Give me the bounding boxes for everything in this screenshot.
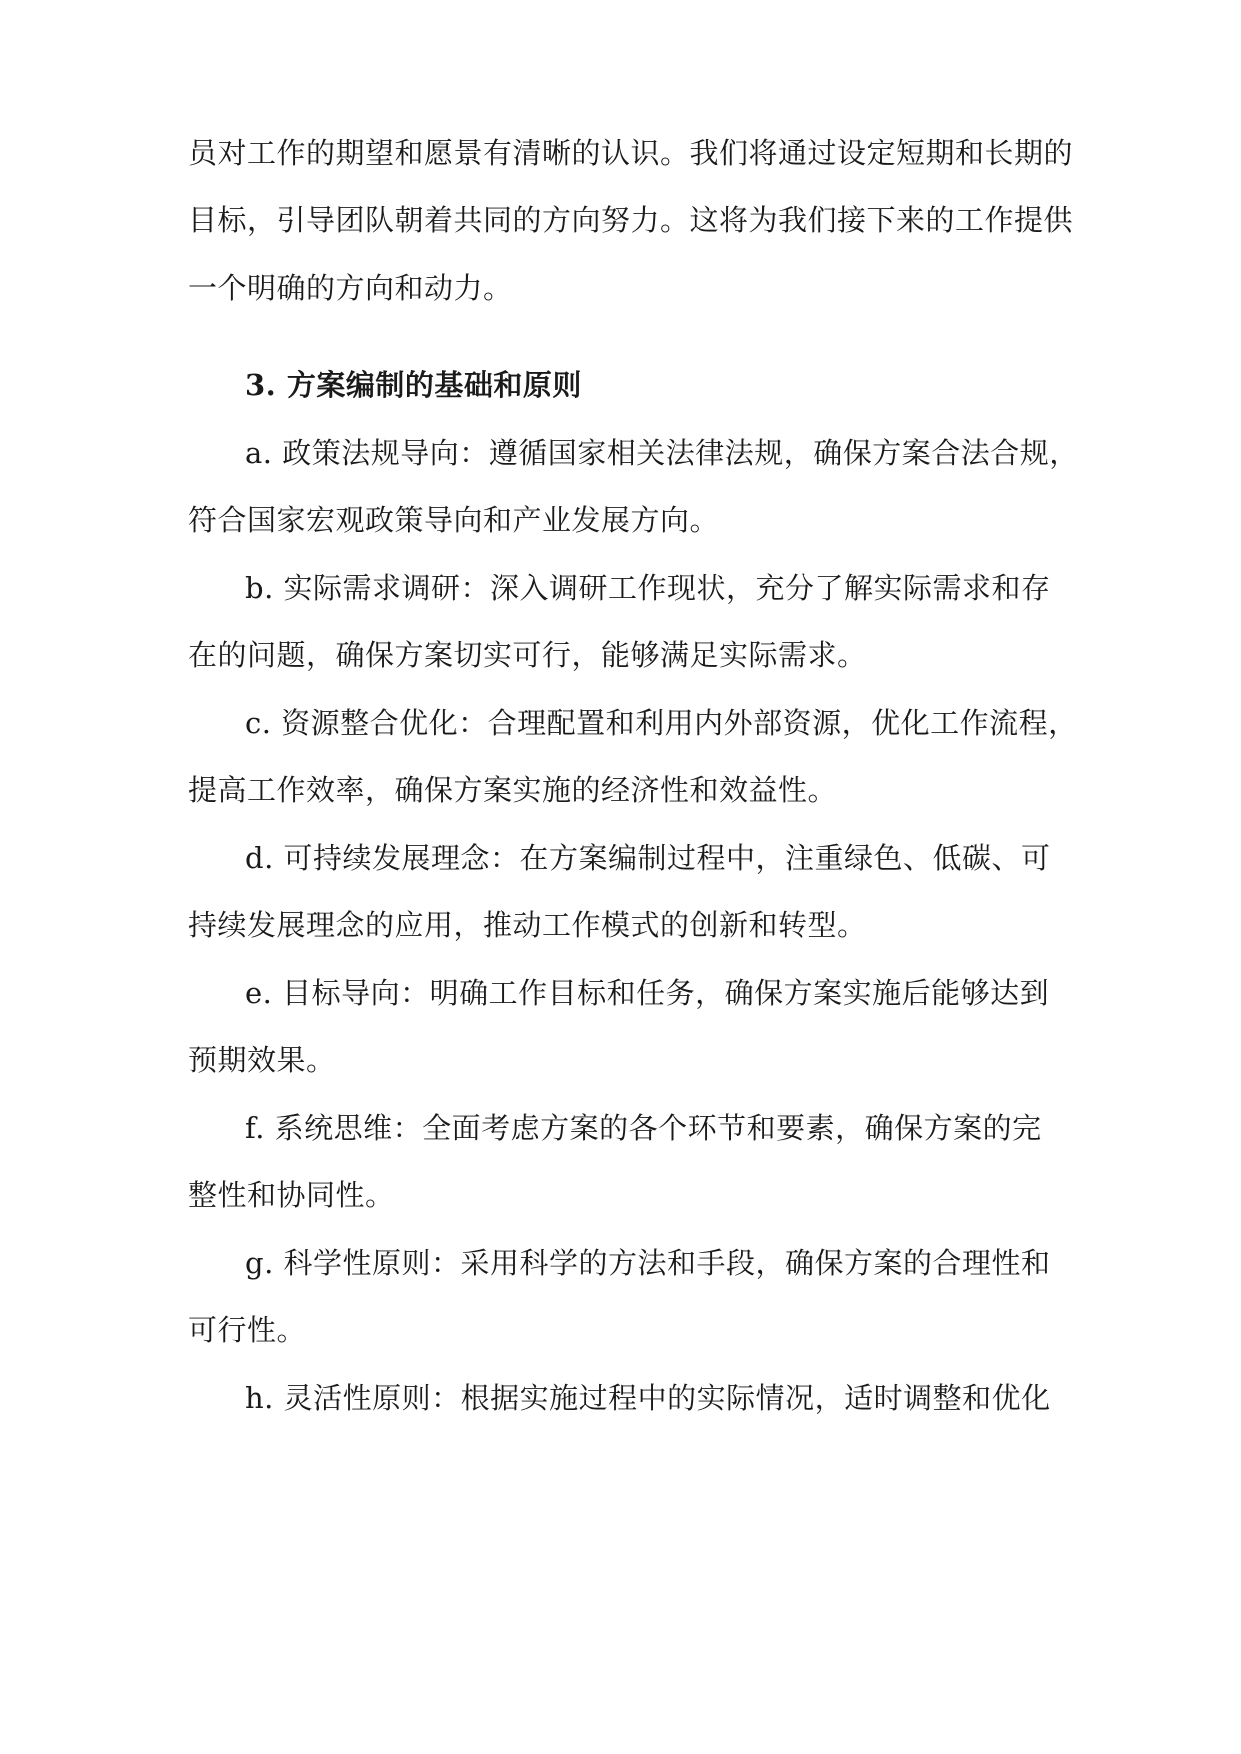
- intro-line-1: 员对工作的期望和愿景有清晰的认识。我们将通过设定短期和长期的: [188, 136, 1074, 170]
- section-heading: 3. 方案编制的基础和原则: [245, 368, 582, 402]
- item-b-line-2: 在的问题，确保方案切实可行，能够满足实际需求。: [188, 638, 867, 672]
- item-f-line-2: 整性和协同性。: [188, 1178, 395, 1212]
- item-c-line-2: 提高工作效率，确保方案实施的经济性和效益性。: [188, 773, 838, 807]
- item-g-line-2: 可行性。: [188, 1313, 307, 1347]
- item-d-line-1: d. 可持续发展理念：在方案编制过程中，注重绿色、低碳、可: [245, 841, 1051, 875]
- intro-line-2: 目标，引导团队朝着共同的方向努力。这将为我们接下来的工作提供: [188, 203, 1074, 237]
- item-d-line-2: 持续发展理念的应用，推动工作模式的创新和转型。: [188, 908, 867, 942]
- item-a-line-1: a. 政策法规导向：遵循国家相关法律法规，确保方案合法合规，: [245, 436, 1079, 470]
- intro-line-3: 一个明确的方向和动力。: [188, 271, 513, 305]
- item-a-line-2: 符合国家宏观政策导向和产业发展方向。: [188, 503, 720, 537]
- item-e-line-1: e. 目标导向：明确工作目标和任务，确保方案实施后能够达到: [245, 976, 1050, 1010]
- item-b-line-1: b. 实际需求调研：深入调研工作现状，充分了解实际需求和存: [245, 571, 1051, 605]
- item-c-line-1: c. 资源整合优化：合理配置和利用内外部资源，优化工作流程，: [245, 706, 1078, 740]
- item-f-line-1: f. 系统思维：全面考虑方案的各个环节和要素，确保方案的完: [245, 1111, 1042, 1145]
- item-e-line-2: 预期效果。: [188, 1043, 336, 1077]
- item-h-line-1: h. 灵活性原则：根据实施过程中的实际情况，适时调整和优化: [245, 1381, 1051, 1415]
- item-g-line-1: g. 科学性原则：采用科学的方法和手段，确保方案的合理性和: [245, 1246, 1051, 1280]
